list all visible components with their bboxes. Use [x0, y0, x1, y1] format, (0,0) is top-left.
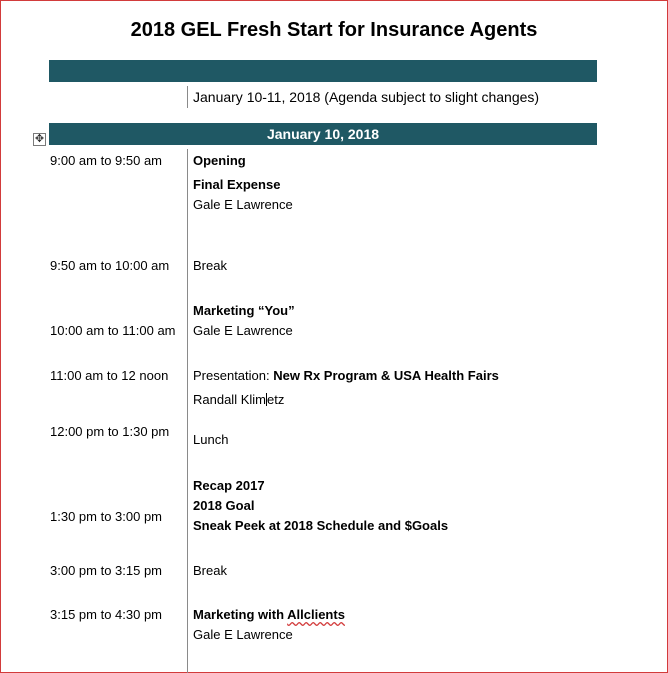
- session-break-1[interactable]: Break: [193, 258, 227, 273]
- time-break-1[interactable]: 9:50 am to 10:00 am: [50, 258, 170, 273]
- session-recap-2017[interactable]: Recap 2017: [193, 478, 265, 493]
- time-presentation[interactable]: 11:00 am to 12 noon: [50, 368, 169, 383]
- time-opening[interactable]: 9:00 am to 9:50 am: [50, 153, 163, 168]
- speaker-allclients[interactable]: Gale E Lawrence: [193, 627, 293, 642]
- speaker-final-expense[interactable]: Gale E Lawrence: [193, 197, 293, 212]
- speaker-presentation-part-a: Randall Klim: [193, 392, 266, 407]
- allclients-prefix: Marketing with: [193, 607, 288, 622]
- session-lunch[interactable]: Lunch: [193, 432, 229, 447]
- session-presentation[interactable]: [193, 368, 499, 383]
- speaker-presentation-part-b: etz: [266, 392, 285, 407]
- session-opening[interactable]: Opening: [193, 153, 246, 168]
- day-heading[interactable]: January 10, 2018: [49, 123, 597, 145]
- time-allclients[interactable]: 3:15 pm to 4:30 pm: [50, 607, 163, 622]
- presentation-title: New Rx Program & USA Health Fairs: [273, 368, 499, 383]
- allclients-word: Allclients: [287, 607, 345, 622]
- column-divider: [187, 149, 188, 673]
- session-marketing-you[interactable]: Marketing “You”: [193, 303, 295, 318]
- date-range[interactable]: January 10-11, 2018 (Agenda subject to slight changes): [193, 89, 540, 105]
- time-recap[interactable]: 1:30 pm to 3:00 pm: [50, 509, 163, 524]
- session-sneak-peek[interactable]: Sneak Peek at 2018 Schedule and $Goals: [193, 518, 449, 533]
- presentation-prefix: Presentation:: [193, 368, 274, 383]
- header-band: [49, 60, 597, 82]
- speaker-presentation[interactable]: [193, 392, 284, 407]
- time-break-2[interactable]: 3:00 pm to 3:15 pm: [50, 563, 163, 578]
- document-title: 2018 GEL Fresh Start for Insurance Agents: [130, 19, 538, 41]
- column-divider-top: [187, 86, 188, 108]
- time-marketing-you[interactable]: 10:00 am to 11:00 am: [50, 323, 176, 338]
- session-2018-goal[interactable]: 2018 Goal: [193, 498, 255, 513]
- time-lunch[interactable]: 12:00 pm to 1:30 pm: [50, 424, 170, 439]
- move-arrows-icon[interactable]: ✥: [34, 133, 45, 145]
- session-allclients[interactable]: [193, 607, 345, 622]
- session-final-expense[interactable]: Final Expense: [193, 177, 281, 192]
- speaker-marketing-you[interactable]: Gale E Lawrence: [193, 323, 293, 338]
- session-break-2[interactable]: Break: [193, 563, 227, 578]
